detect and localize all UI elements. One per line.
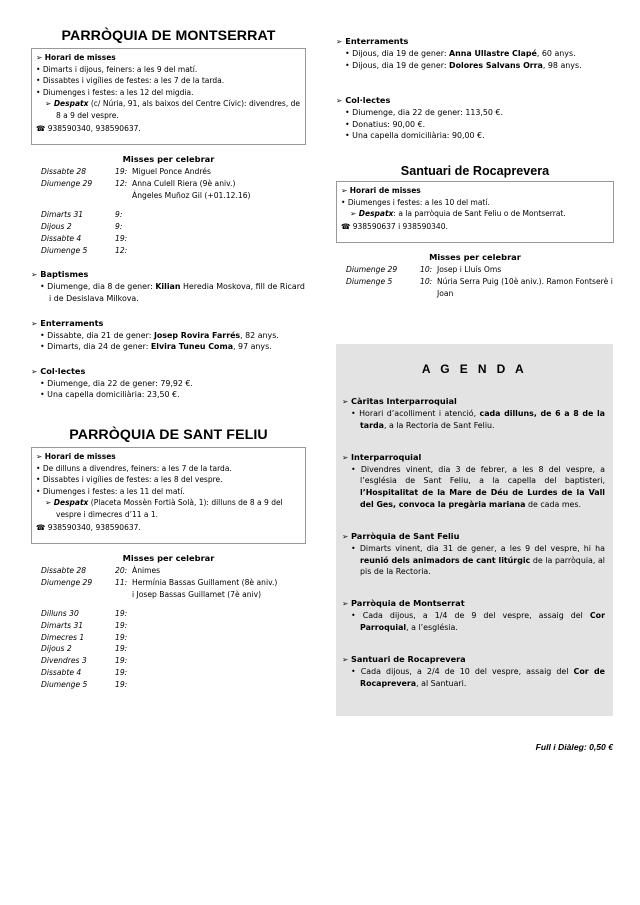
table-row xyxy=(31,565,306,577)
agenda-entry-heading: ➢ Càritas Interparroquial xyxy=(342,396,457,406)
mass-intention: Anna Culell Riera (9è aniv.) Ángeles Muñoz Gil (+01.12.16) xyxy=(132,178,251,200)
mass-day: Dissabte 28 xyxy=(41,566,87,576)
mass-day: Dissabte 4 xyxy=(41,668,82,678)
schedule-line-text: Diumenges i festes: a les 11 del matí. xyxy=(42,486,185,496)
mass-intention xyxy=(132,655,306,667)
despatx-line xyxy=(36,98,300,121)
schedule-line-text: De dilluns a divendres, feiners: a les 7 de la tarda. xyxy=(42,463,232,473)
mass-day: Divendres 3 xyxy=(41,656,87,666)
arrow-icon: ➢ xyxy=(45,99,52,109)
mass-day: Dimarts 31 xyxy=(41,209,84,219)
despatx-text: (Placeta Mossèn Fortià Solà, 1): dilluns de 8 a 9 del vespre i dimecres d’11 a 1. xyxy=(56,498,283,519)
despatx-text: (c/ Núria, 91, als baixos del Centre Cívic): divendres, de 8 a 9 del vespre. xyxy=(56,99,301,120)
mass-hour: 11: xyxy=(115,577,128,587)
mass-hour: 19: xyxy=(115,632,128,642)
table-row xyxy=(31,643,306,655)
enterraments-heading xyxy=(31,318,306,329)
masses-tbody xyxy=(31,565,306,691)
list-item: • Diumenge, dia 22 de gener: 113,50 €. xyxy=(345,108,503,118)
footer-price: Full i Diàleg: 0,50 € xyxy=(535,742,613,752)
mass-intention xyxy=(132,632,306,644)
agenda-entry-text: • Cada dijous, a 2/4 de 10 del vespre, assaig del Cor de Rocaprevera, al Santuari. xyxy=(351,666,605,688)
bullet-icon: • xyxy=(36,87,41,97)
list-item-name: Anna Ullastre Clapé xyxy=(449,49,537,58)
enterraments-heading xyxy=(336,36,614,47)
mass-intention: Hermínia Bassas Guillament (8è aniv.) i Josep Bassas Guillamet (7è aniv) xyxy=(132,577,278,599)
agenda-entry xyxy=(342,396,605,432)
enterraments-heading-label: Enterraments xyxy=(345,36,409,46)
agenda-entry-text: • Cada dijous, a 1/4 de 9 del vespre, assaig del Cor Parroquial, a l’església. xyxy=(351,611,605,632)
list-item: • Diumenge, dia 22 de gener: 79,92 €. xyxy=(40,378,193,388)
arrow-icon: ➢ xyxy=(45,498,52,508)
collectes-heading-label: Col·lectes xyxy=(345,95,391,106)
arrow-icon: ➢ xyxy=(342,452,352,462)
schedule-heading-label: Horari de misses xyxy=(44,451,116,461)
table-row xyxy=(31,679,306,691)
mass-hour: 19: xyxy=(115,644,128,654)
mass-day: Dissabte 28 xyxy=(41,167,87,177)
enterraments-list xyxy=(31,330,306,353)
agenda-title: A G E N D A xyxy=(421,362,528,376)
bullet-icon: • xyxy=(40,282,48,292)
agenda-entry xyxy=(342,598,605,634)
mass-hour: 19: xyxy=(115,167,128,177)
schedule-heading xyxy=(36,451,300,463)
agenda-entry-highlight: l’Hospitalitat de la Mare de Déu de Lurdes de la Vall del Ges, convoca la pregària mariana xyxy=(360,488,605,509)
masses-heading: Misses per celebrar xyxy=(122,154,215,165)
table-row xyxy=(31,620,306,632)
rc-collectes-block xyxy=(336,95,614,142)
agenda-entry xyxy=(342,531,605,578)
agenda-entry-highlight: Cor de Rocaprevera xyxy=(360,666,605,688)
arrow-icon: ➢ xyxy=(31,366,38,376)
mass-day: Dilluns 30 xyxy=(41,608,79,618)
arrow-icon: ➢ xyxy=(350,209,357,219)
despatx-line xyxy=(36,497,300,520)
arrow-icon: ➢ xyxy=(336,96,343,106)
left-column xyxy=(31,28,306,691)
mass-hour: 12: xyxy=(115,245,128,255)
mass-hour: 19: xyxy=(115,656,128,666)
arrow-icon: ➢ xyxy=(31,318,38,328)
table-row xyxy=(31,601,306,620)
bullet-icon: • xyxy=(351,543,360,553)
masses-tbody xyxy=(31,166,306,256)
montserrat-enterraments-block xyxy=(31,318,306,353)
despatx-text: : a la parròquia de Sant Feliu o de Montserrat. xyxy=(393,209,566,219)
agenda-entry-heading: ➢ Parròquia de Montserrat xyxy=(342,598,465,609)
table-row xyxy=(31,577,306,601)
arrow-icon: ➢ xyxy=(342,397,352,406)
mass-hour: 19: xyxy=(115,680,128,690)
agenda-entry xyxy=(342,452,605,511)
mass-day: Diumenge 5 xyxy=(41,680,88,690)
mass-day: Dimecres 1 xyxy=(41,632,85,642)
bullet-icon: • xyxy=(40,390,48,400)
schedule-heading xyxy=(36,52,300,64)
collectes-heading-label: Col·lectes xyxy=(40,365,86,376)
arrow-icon: ➢ xyxy=(336,37,343,46)
phone-numbers: 938590340, 938590637. xyxy=(47,123,141,133)
schedule-line xyxy=(36,87,300,99)
agenda-entry-heading: ➢ Parròquia de Sant Feliu xyxy=(342,530,460,541)
despatx-label: Despatx xyxy=(53,498,89,508)
schedule-line-text: Diumenges i festes: a les 12 del migdia. xyxy=(42,87,194,97)
list-item-name: Dolores Salvans Orra xyxy=(449,60,543,70)
enterraments-list xyxy=(336,48,614,71)
schedule-heading xyxy=(341,185,608,197)
bullet-icon: • xyxy=(40,378,48,388)
despatx-label: Despatx xyxy=(358,209,394,219)
mass-day: Diumenge 29 xyxy=(41,178,93,188)
arrow-icon: ➢ xyxy=(36,53,43,62)
agenda-entry-highlight: reunió dels animadors de cant litúrgic xyxy=(360,555,531,565)
table-row xyxy=(31,233,306,245)
mass-intention: Miguel Ponce Andrés xyxy=(132,167,211,177)
phone-icon: ☎ xyxy=(36,522,46,532)
mass-day: Diumenge 29 xyxy=(346,265,398,275)
montserrat-collectes-block xyxy=(31,366,306,401)
agenda-entry-highlight: Cor Parroquial xyxy=(360,611,605,632)
collectes-list xyxy=(31,378,306,401)
list-item: • Dijous, dia 19 de gener: Dolores Salvans Orra, 98 anys. xyxy=(345,60,582,70)
agenda-panel xyxy=(336,344,613,716)
rocaprevera-masses-table xyxy=(336,264,614,300)
rocaprevera-schedule-box xyxy=(336,181,614,243)
schedule-heading-label: Horari de misses xyxy=(349,185,421,195)
arrow-icon: ➢ xyxy=(341,185,348,195)
mass-intention xyxy=(132,679,306,691)
mass-intention xyxy=(132,620,306,632)
bullet-icon: • xyxy=(36,76,41,86)
right-column xyxy=(336,28,614,300)
table-row xyxy=(31,245,306,257)
agenda-entry-heading: ➢ Santuari de Rocaprevera xyxy=(342,653,466,664)
montserrat-schedule-box xyxy=(31,48,306,145)
mass-hour: 19: xyxy=(115,608,128,618)
phone-numbers: 938590340, 938590637. xyxy=(47,522,141,532)
mass-intention xyxy=(132,233,306,245)
schedule-line xyxy=(341,197,608,209)
arrow-icon: ➢ xyxy=(342,654,352,664)
table-row xyxy=(31,202,306,221)
mass-hour: 19: xyxy=(115,233,128,243)
mass-hour: 9: xyxy=(115,209,123,219)
baptismes-list xyxy=(31,281,306,304)
bullet-icon: • xyxy=(36,463,41,473)
table-row xyxy=(31,166,306,178)
masses-tbody xyxy=(336,264,614,300)
agenda-entry-text: • Horari d’acolliment i atenció, cada dilluns, de 6 a 8 de la tarda, a la Rectoria de Sant Feliu. xyxy=(351,409,605,430)
mass-intention xyxy=(132,643,306,655)
schedule-line-text: Dissabtes i vigílies de festes: a les 7 de la tarda. xyxy=(42,76,225,86)
bullet-icon: • xyxy=(345,131,353,141)
phone-icon: ☎ xyxy=(341,221,351,231)
mass-hour: 10: xyxy=(420,277,433,287)
mass-hour: 20: xyxy=(115,566,128,576)
bullet-icon: • xyxy=(36,486,41,496)
arrow-icon: ➢ xyxy=(36,451,43,461)
list-item-name: Elvira Tuneu Coma xyxy=(150,342,234,352)
arrow-icon: ➢ xyxy=(342,599,352,609)
phone-line xyxy=(341,221,608,232)
mass-day: Dissabte 4 xyxy=(41,233,82,243)
bullet-icon: • xyxy=(351,666,361,676)
bullet-icon: • xyxy=(351,611,363,621)
baptismes-heading xyxy=(31,269,306,280)
mass-day: Diumenge 5 xyxy=(41,245,88,255)
mass-intention xyxy=(132,245,306,257)
schedule-line xyxy=(36,486,300,498)
baptismes-heading-label: Baptismes xyxy=(40,269,89,280)
bullet-icon: • xyxy=(345,108,353,118)
agenda-entry-text: • Divendres vinent, dia 3 de febrer, a les 8 del vespre, a l’església de Sant Feliu, a la capella del baptisteri, l’Hospitalitat de la Mare de Déu de Lurdes de la Vall del Ges, convoca la pregària mariana de cada mes. xyxy=(351,464,605,509)
rc-enterraments-block xyxy=(336,36,614,71)
bullet-icon: • xyxy=(40,342,48,352)
bullet-icon: • xyxy=(351,464,361,474)
mass-intention xyxy=(132,221,306,233)
list-item-name: Josep Rovira Farrés xyxy=(153,330,241,340)
schedule-line-text: Diumenges i festes: a les 10 del matí. xyxy=(347,197,490,207)
table-row xyxy=(31,632,306,644)
list-item: • Una capella domiciliària: 90,00 €. xyxy=(345,131,485,141)
schedule-line-text: Dimarts i dijous, feiners: a les 9 del matí. xyxy=(42,64,198,74)
phone-icon: ☎ xyxy=(36,123,46,133)
schedule-line-text: Dissabtes i vigílies de festes: a les 8 del vespre. xyxy=(42,475,223,485)
despatx-label: Despatx xyxy=(53,99,89,109)
mass-hour: 19: xyxy=(115,668,128,678)
mass-hour: 9: xyxy=(115,221,123,231)
agenda-entry-heading: ➢ Interparroquial xyxy=(342,451,422,462)
schedule-line xyxy=(36,75,300,87)
table-row xyxy=(31,221,306,233)
list-item: • Dimarts, dia 24 de gener: Elvira Tuneu Coma, 97 anys. xyxy=(40,342,272,352)
bullet-icon: • xyxy=(351,409,360,418)
page-title-rocaprevera: Santuari de Rocaprevera xyxy=(400,163,550,178)
schedule-line xyxy=(36,474,300,486)
agenda-entry xyxy=(342,654,605,690)
mass-intention: Ànimes xyxy=(132,566,161,576)
schedule-line xyxy=(36,64,300,76)
enterraments-heading-label: Enterraments xyxy=(40,317,104,328)
mass-day: Dimarts 31 xyxy=(41,620,84,630)
list-item: • Dijous, dia 19 de gener: Anna Ullastre Clapé, 60 anys. xyxy=(345,49,576,58)
mass-day: Diumenge 5 xyxy=(346,277,393,287)
agenda-entry-highlight: cada dilluns, de 6 a 8 de la tarda xyxy=(360,409,605,430)
mass-intention: Núria Serra Puig (10è aniv.). Ramon Fontserè i Joan xyxy=(437,277,613,299)
bullet-icon: • xyxy=(40,330,48,340)
collectes-heading xyxy=(336,95,614,106)
mass-hour: 10: xyxy=(420,265,433,275)
schedule-heading-label: Horari de misses xyxy=(44,53,116,62)
bullet-icon: • xyxy=(345,60,353,70)
phone-line xyxy=(36,522,300,533)
mass-day: Diumenge 29 xyxy=(41,577,93,587)
arrow-icon: ➢ xyxy=(31,270,38,280)
phone-line xyxy=(36,123,300,134)
page-title-montserrat: PARRÒQUIA DE MONTSERRAT xyxy=(61,28,276,44)
mass-day: Dijous 2 xyxy=(41,221,72,231)
mass-day: Dijous 2 xyxy=(41,644,72,654)
agenda-entry-text: • Dimarts vinent, dia 31 de gener, a les 9 del vespre, hi ha reunió dels animadors de cant litúrgic de la parròquia, al pis de la Rectoria. xyxy=(351,543,605,577)
sant-feliu-schedule-box xyxy=(31,447,306,544)
mass-hour: 12: xyxy=(115,178,128,188)
montserrat-masses-table xyxy=(31,166,306,256)
list-item: • Una capella domiciliària: 23,50 €. xyxy=(40,390,180,400)
mass-intention xyxy=(132,202,306,221)
bullet-icon: • xyxy=(345,119,353,129)
table-row xyxy=(336,276,614,300)
list-item: • Donatius: 90,00 €. xyxy=(345,119,426,129)
table-row xyxy=(31,178,306,202)
page-title-sant-feliu: PARRÒQUIA DE SANT FELIU xyxy=(69,426,268,443)
table-row xyxy=(336,264,614,276)
despatx-line xyxy=(341,208,608,220)
collectes-list xyxy=(336,107,614,142)
list-item-name: Kilian xyxy=(155,282,181,292)
phone-numbers: 938590637 i 938590340. xyxy=(352,221,448,231)
table-row xyxy=(31,655,306,667)
schedule-line xyxy=(36,463,300,475)
montserrat-baptismes-block xyxy=(31,269,306,304)
bullet-icon: • xyxy=(36,475,41,485)
bullet-icon: • xyxy=(341,197,346,207)
mass-hour: 19: xyxy=(115,620,128,630)
table-row xyxy=(31,667,306,679)
bullet-icon: • xyxy=(36,64,41,74)
collectes-heading xyxy=(31,366,306,377)
agenda-body xyxy=(336,396,613,689)
bullet-icon: • xyxy=(345,49,353,58)
mass-intention xyxy=(132,667,306,679)
masses-heading: Misses per celebrar xyxy=(429,252,521,263)
list-item: • Diumenge, dia 8 de gener: Kilian Heredia Moskova, fill de Ricard i de Desislava Milkova. xyxy=(40,282,305,303)
mass-intention: Josep i Lluís Oms xyxy=(437,265,502,275)
sant-feliu-masses-table xyxy=(31,565,306,691)
masses-heading: Misses per celebrar xyxy=(122,553,215,564)
mass-intention xyxy=(132,601,306,620)
arrow-icon: ➢ xyxy=(342,531,352,541)
list-item: • Dissabte, dia 21 de gener: Josep Rovira Farrés, 82 anys. xyxy=(40,330,279,340)
